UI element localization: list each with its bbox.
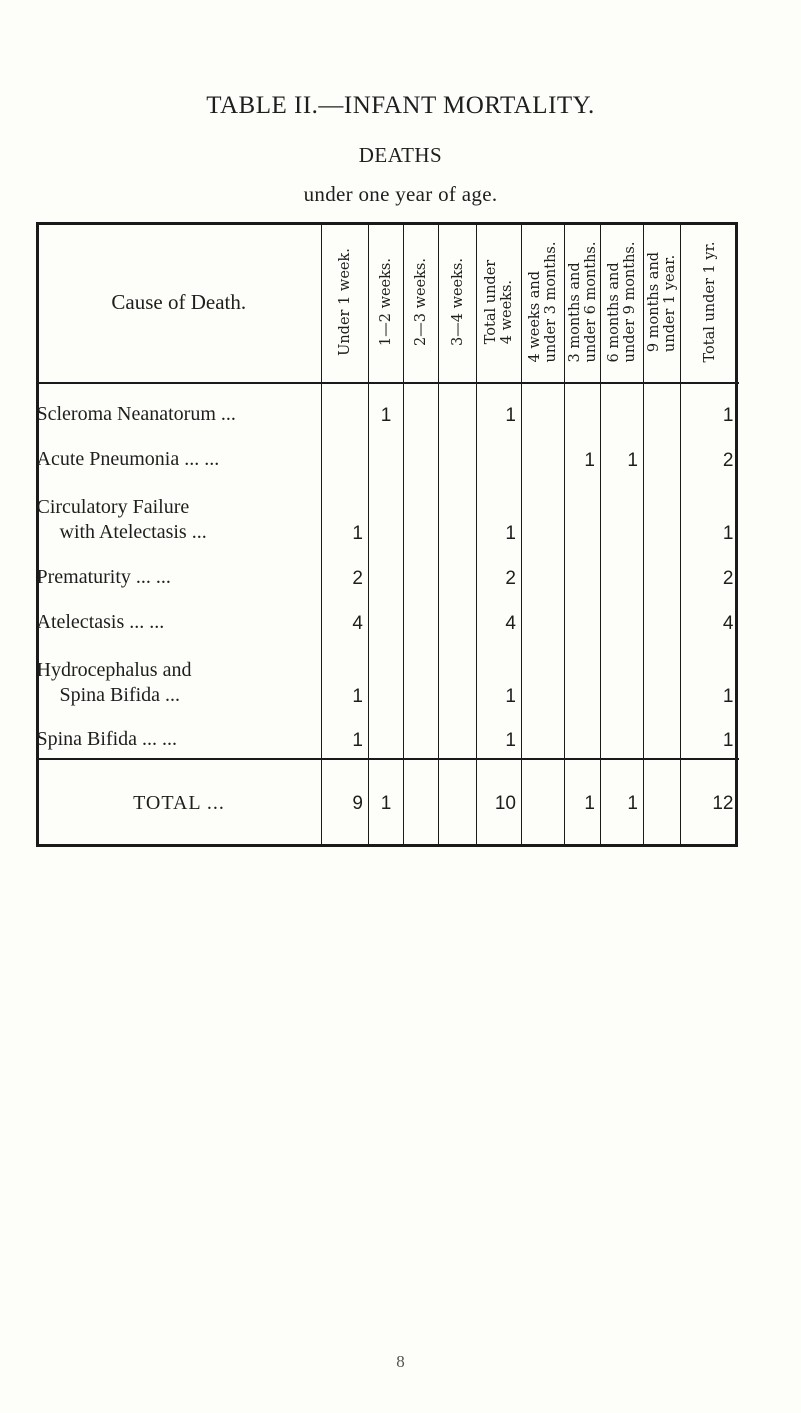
page-number: 8 [396,1352,405,1371]
column-header-label: 1—2 weeks. [378,258,394,346]
value-cell: 1 [681,478,739,551]
value-cell: 1 [477,478,522,551]
cause-label-continued: with Atelectasis ... [59,521,207,543]
value-cell: 1 [322,714,369,759]
value-cell: 1 [681,641,739,714]
value-cell: 2 [681,551,739,596]
cause-label: Atelectasis ... ... [36,611,165,633]
total-label: TOTAL ... [37,759,322,847]
total-value-cell: 10 [477,759,522,847]
cause-label: Acute Pneumonia ... ... [36,448,220,470]
value-cell: 1 [601,433,644,478]
total-value-cell: 1 [565,759,601,847]
column-header-label: Total under 1 yr. [701,241,718,363]
value-cell: 4 [477,596,522,641]
value-cell: 1 [369,383,404,433]
page-subsubtitle: under one year of age. [303,182,498,206]
value-cell: 1 [322,478,369,551]
column-header-label: Total under 4 weeks. [483,259,515,345]
total-value-cell: 1 [601,759,644,847]
value-cell: 1 [681,714,739,759]
value-cell: 1 [477,641,522,714]
value-cell: 1 [477,714,522,759]
value-cell: 1 [322,641,369,714]
value-cell: 1 [477,383,522,433]
column-header-label: 9 months and under 1 year. [646,251,678,353]
value-cell: 4 [681,596,739,641]
value-cell: 2 [681,433,739,478]
total-value-cell: 9 [322,759,369,847]
column-header-label: 4 weeks and under 3 months. [527,241,559,363]
cause-label: Spina Bifida ... ... [36,728,178,750]
cause-label: Scleroma Neanatorum ... [36,403,236,425]
column-header-label: 2—3 weeks. [413,258,429,346]
total-value-cell: 1 [369,759,404,847]
total-value-cell: 12 [681,759,739,847]
page-subtitle: DEATHS [358,143,443,167]
value-cell: 1 [565,433,601,478]
column-header-label: 3 months and under 6 months. [566,241,599,363]
value-cell: 4 [322,596,369,641]
cause-label: Hydrocephalus and [36,659,192,681]
table-frame [36,222,738,847]
column-header-label: Under 1 week. [337,248,353,356]
cause-label: Circulatory Failure [36,496,190,518]
column-header-label: 3—4 weeks. [449,258,466,346]
cause-label-continued: Spina Bifida ... [59,684,181,706]
page-title: TABLE II.—INFANT MORTALITY. [206,92,595,119]
cause-header: Cause of Death. [37,222,322,383]
value-cell: 2 [477,551,522,596]
cause-label: Prematurity ... ... [36,566,171,588]
value-cell: 2 [322,551,369,596]
column-header-label: 6 months and under 9 months. [606,241,638,363]
value-cell: 1 [681,383,739,433]
